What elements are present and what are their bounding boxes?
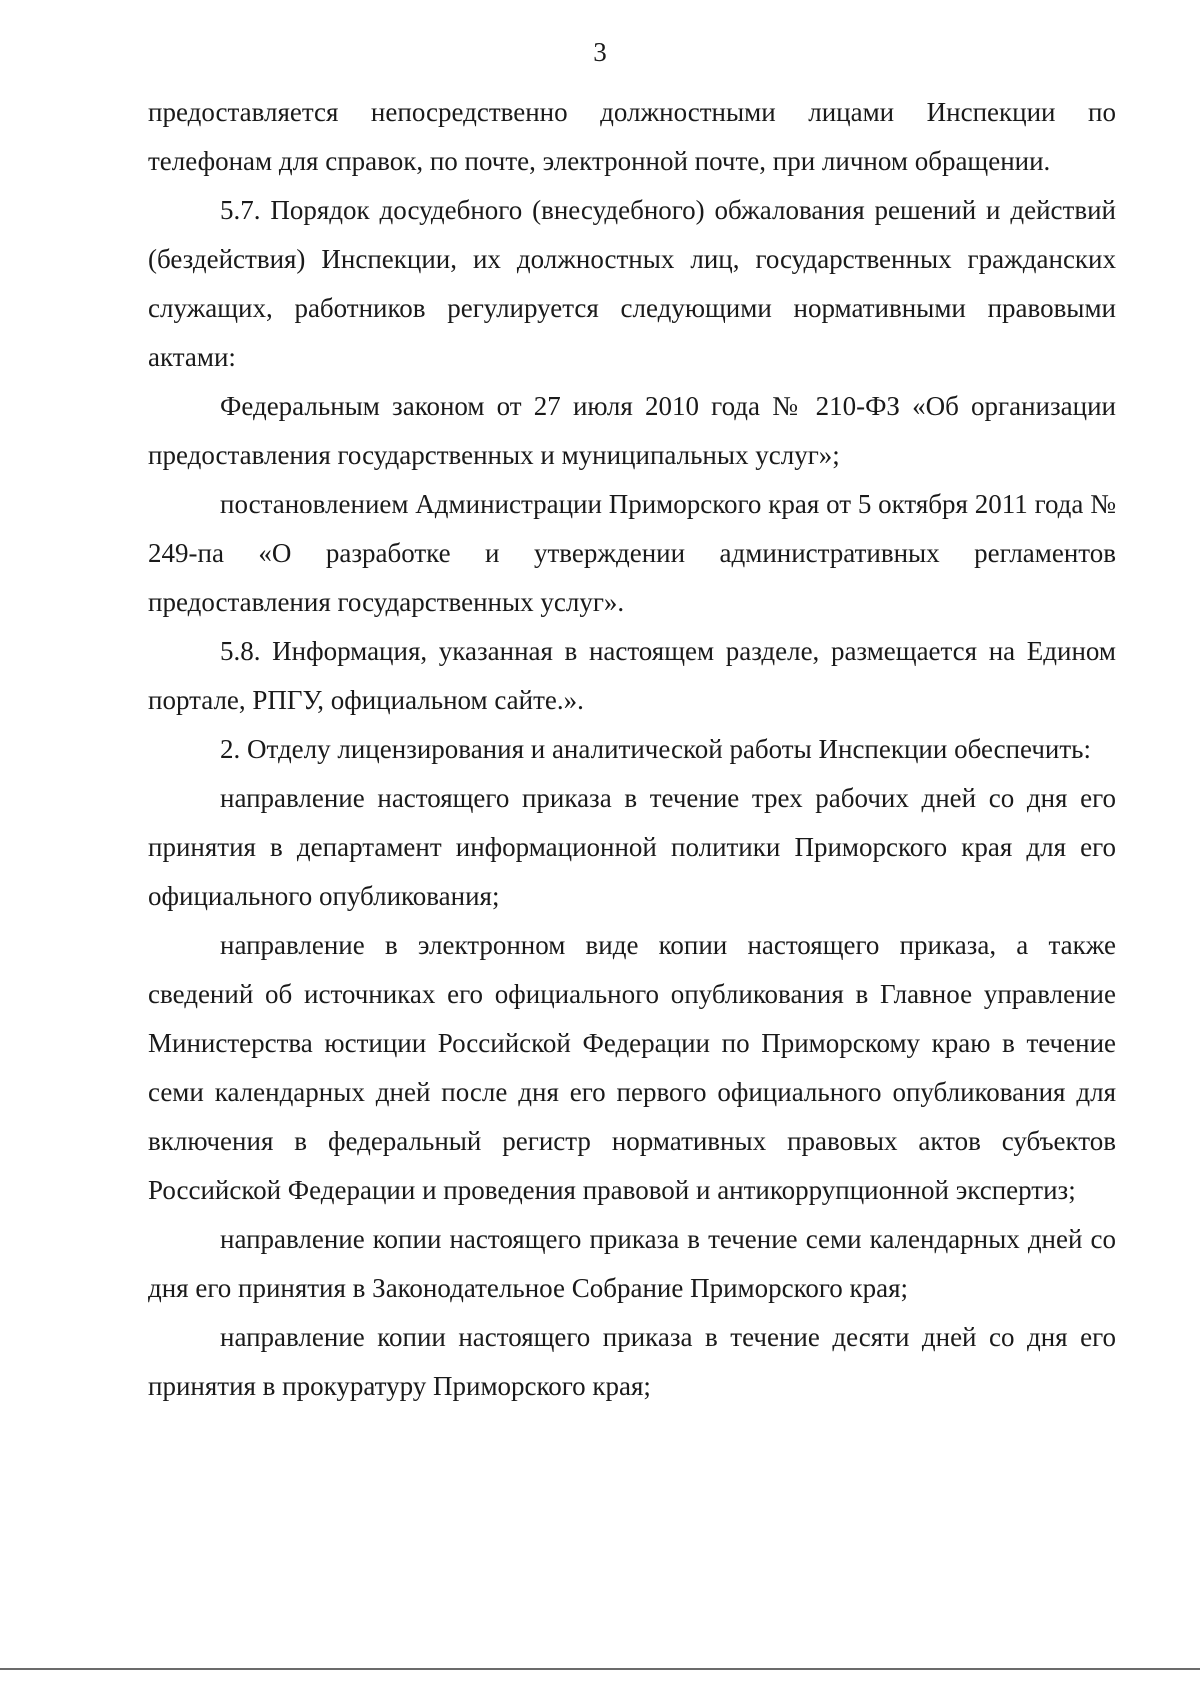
paragraph: постановлением Администрации Приморского края от 5 октября 2011 года № 249-па «О разработке и утверждении административных регламентов предоставления государственных услуг». <box>148 489 1116 617</box>
document-body <box>148 88 1116 1411</box>
page-number: 3 <box>593 37 607 67</box>
scan-edge-line <box>0 1668 1200 1670</box>
paragraph: 5.8. Информация, указанная в настоящем разделе, размещается на Едином портале, РПГУ, официальном сайте.». <box>148 636 1116 715</box>
paragraph: направление в электронном виде копии настоящего приказа, а также сведений об источниках его официального опубликования в Главное управление Министерства юстиции Российской Федерации по Приморскому краю в течение семи календарных дней после дня его первого официального опубликования для включения в федеральный регистр нормативных правовых актов субъектов Российской Федерации и проведения правовой и антикоррупционной экспертиз; <box>148 930 1116 1205</box>
paragraph: направление настоящего приказа в течение трех рабочих дней со дня его принятия в департамент информационной политики Приморского края для его официального опубликования; <box>148 783 1116 911</box>
paragraph: Федеральным законом от 27 июля 2010 года № 210-ФЗ «Об организации предоставления государственных и муниципальных услуг»; <box>148 391 1116 470</box>
paragraph: предоставляется непосредственно должностными лицами Инспекции по телефонам для справок, по почте, электронной почте, при личном обращении. <box>148 97 1116 176</box>
paragraph: направление копии настоящего приказа в течение десяти дней со дня его принятия в прокуратуру Приморского края; <box>148 1322 1116 1401</box>
paragraph: 5.7. Порядок досудебного (внесудебного) обжалования решений и действий (бездействия) Инспекции, их должностных лиц, государственных гражданских служащих, работников регулируется следующими нормативными правовыми актами: <box>148 195 1116 372</box>
paragraph: направление копии настоящего приказа в течение семи календарных дней со дня его принятия в Законодательное Собрание Приморского края; <box>148 1224 1116 1303</box>
paragraph: 2. Отделу лицензирования и аналитической работы Инспекции обеспечить: <box>220 734 1092 764</box>
